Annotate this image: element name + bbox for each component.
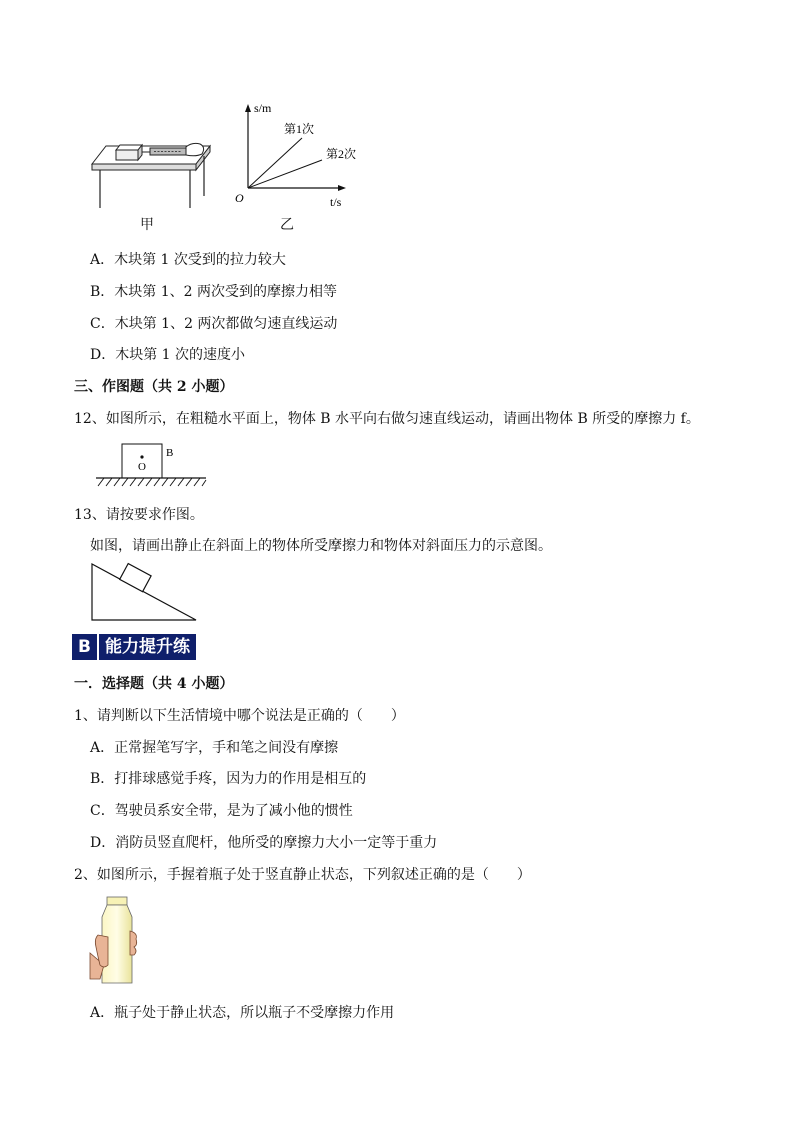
- section-banner: [72, 634, 196, 660]
- graph-y-axis-label: s/m: [254, 101, 272, 115]
- q1-text: 1、请判断以下生活情境中哪个说法是正确的（ ）: [74, 708, 405, 724]
- q1-option-c: C．驾驶员系安全带，是为了减小他的惯性: [90, 803, 353, 819]
- figure-yi-graph: [230, 100, 360, 215]
- q2-text: 2、如图所示，手握着瓶子处于竖直静止状态，下列叙述正确的是（ ）: [74, 867, 531, 883]
- q13-sub-text: 如图，请画出静止在斜面上的物体所受摩擦力和物体对斜面压力的示意图。: [90, 538, 552, 554]
- graph-line2-label: 第2次: [326, 147, 357, 161]
- q12-text: 12、如图所示，在粗糙水平面上，物体 B 水平向右做匀速直线运动，请画出物体 B 所受的摩擦力 f。: [74, 411, 700, 427]
- q1-option-d: D．消防员竖直爬杆，他所受的摩擦力大小一定等于重力: [90, 835, 438, 851]
- block-center-label: O: [138, 461, 146, 473]
- figure-yi-label: 乙: [280, 217, 294, 233]
- figure-jia-label: 甲: [140, 217, 154, 233]
- graph-line1-label: 第1次: [284, 122, 315, 136]
- q13-text: 13、请按要求作图。: [74, 507, 204, 523]
- graph-x-axis-label: t/s: [330, 195, 342, 209]
- q2-option-a: A．瓶子处于静止状态，所以瓶子不受摩擦力作用: [90, 1005, 395, 1021]
- figure-block-b: [94, 440, 214, 492]
- q11-option-d: D．木块第 1 次的速度小: [90, 347, 246, 363]
- section-title-drawing: 三、作图题（共 2 小题）: [74, 379, 234, 395]
- figure-incline: [88, 562, 200, 624]
- graph-origin-label: O: [235, 191, 244, 205]
- figure-jia: [86, 132, 216, 212]
- q1-option-b: B．打排球感觉手疼，因为力的作用是相互的: [90, 771, 367, 787]
- q11-option-c: C．木块第 1、2 两次都做匀速直线运动: [90, 316, 338, 332]
- q1-option-a: A．正常握笔写字，手和笔之间没有摩擦: [90, 740, 339, 756]
- section-title-choice: 一．选择题（共 4 小题）: [74, 676, 234, 692]
- banner-title: 能力提升练: [104, 637, 190, 657]
- q11-option-b: B．木块第 1、2 两次受到的摩擦力相等: [90, 284, 338, 300]
- block-b-label: B: [166, 447, 174, 459]
- figure-bottle: [86, 895, 146, 987]
- q11-option-a: A．木块第 1 次受到的拉力较大: [90, 252, 286, 268]
- banner-letter: B: [72, 634, 99, 660]
